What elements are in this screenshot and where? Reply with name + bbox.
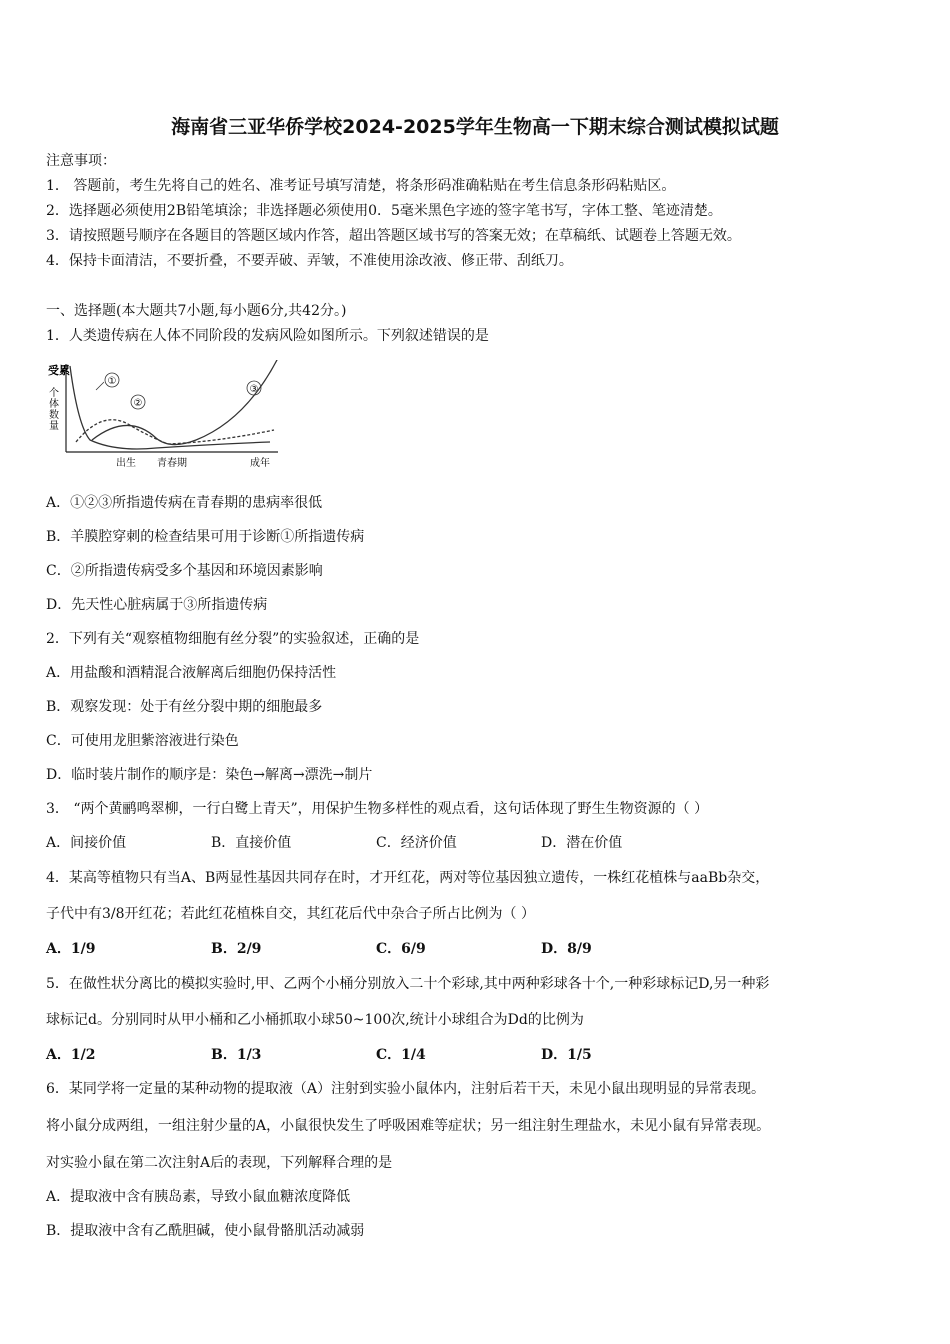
q3-option: C．经济价值 [376,835,457,851]
notice-item: 1． 答题前，考生先将自己的姓名、准考证号填写清楚，将条形码准确粘贴在考生信息条形码粘贴区。 [46,178,676,194]
q1-option: A．①②③所指遗传病在青春期的患病率很低 [46,495,323,511]
q5-stem: 球标记d。分别同时从甲小桶和乙小桶抓取小球50~100次,统计小球组合为Dd的比例为 [46,1012,584,1028]
q2-option: D．临时装片制作的顺序是：染色→解离→漂洗→制片 [46,767,373,783]
y-label: 个体数量 [46,387,58,431]
q5-stem: 5．在做性状分离比的模拟实验时,甲、乙两个小桶分别放入二十个彩球,其中两种彩球各十个,一种彩球标记D,另一种彩 [46,976,770,992]
curve-label: ① [107,376,117,387]
q6-stem: 6．某同学将一定量的某种动物的提取液（A）注射到实验小鼠体内，注射后若干天，未见小鼠出现明显的异常表现。 [46,1081,766,1097]
q5-options [46,1046,906,1064]
q5-option: A．1/2 [46,1047,96,1063]
q2-option: A．用盐酸和酒精混合液解离后细胞仍保持活性 [46,665,337,681]
curve-label: ③ [249,384,259,395]
curve-label: ② [133,398,143,409]
notice-item: 2．选择题必须使用2B铅笔填涂；非选择题必须使用0．5毫米黑色字迹的签字笔书写，字体工整、笔迹清楚。 [46,203,722,219]
notice-item: 3．请按照题号顺序在各题目的答题区域内作答，超出答题区域书写的答案无效；在草稿纸、试题卷上答题无效。 [46,228,741,244]
q1-risk-figure [46,360,282,472]
q3-option: D．潜在价值 [541,835,623,851]
q6-stem: 将小鼠分成两组，一组注射少量的A，小鼠很快发生了呼吸困难等症状；另一组注射生理盐水，未见小鼠有异常表现。 [46,1118,771,1134]
q1-stem: 1．人类遗传病在人体不同阶段的发病风险如图所示。下列叙述错误的是 [46,328,489,344]
x-tick-label: 出生 [116,458,136,469]
x-tick-label: 成年 [250,458,270,469]
q4-stem: 子代中有3/8开红花；若此红花植株自交，其红花后代中杂合子所占比例为（ ） [46,906,535,922]
q3-option: B．直接价值 [211,835,292,851]
section-heading: 一、选择题(本大题共7小题,每小题6分,共42分。) [46,303,347,319]
notice-heading: 注意事项： [46,153,116,169]
x-tick-label: 青春期 [157,458,187,469]
q3-options [46,834,906,852]
q3-stem: 3． “两个黄鹂鸣翠柳，一行白鹭上青天”，用保护生物多样性的观点看，这句话体现了野生生物资源的（ ） [46,801,709,817]
q3-option: A．间接价值 [46,835,127,851]
q6-stem: 对实验小鼠在第二次注射A后的表现，下列解释合理的是 [46,1155,393,1171]
q1-option: D．先天性心脏病属于③所指遗传病 [46,597,268,613]
q6-option: B．提取液中含有乙酰胆碱，使小鼠骨骼肌活动减弱 [46,1223,365,1239]
q4-options [46,940,906,958]
q2-stem: 2．下列有关“观察植物细胞有丝分裂”的实验叙述，正确的是 [46,631,420,647]
q5-option: D．1/5 [541,1047,592,1063]
q2-option: B．观察发现：处于有丝分裂中期的细胞最多 [46,699,323,715]
q4-stem: 4．某高等植物只有当A、B两显性基因共同存在时，才开红花，两对等位基因独立遗传，一株红花植株与aaBb杂交， [46,870,770,886]
q2-option: C．可使用龙胆紫溶液进行染色 [46,733,239,749]
q6-option: A．提取液中含有胰岛素，导致小鼠血糖浓度降低 [46,1189,351,1205]
q4-option: A．1/9 [46,941,96,957]
q1-option: C．②所指遗传病受多个基因和环境因素影响 [46,563,323,579]
q1-option: B．羊膜腔穿刺的检查结果可用于诊断①所指遗传病 [46,529,365,545]
q4-option: C．6/9 [376,941,426,957]
q5-option: B．1/3 [211,1047,262,1063]
curve-3 [92,360,278,445]
q5-option: C．1/4 [376,1047,426,1063]
q4-option: B．2/9 [211,941,262,957]
q4-option: D．8/9 [541,941,592,957]
y-label-bold: 受累 [48,364,70,377]
page-title: 海南省三亚华侨学校2024-2025学年生物高一下期末综合测试模拟试题 [171,116,779,138]
notice-item: 4．保持卡面清洁，不要折叠，不要弄破、弄皱，不准使用涂改液、修正带、刮纸刀。 [46,253,573,269]
